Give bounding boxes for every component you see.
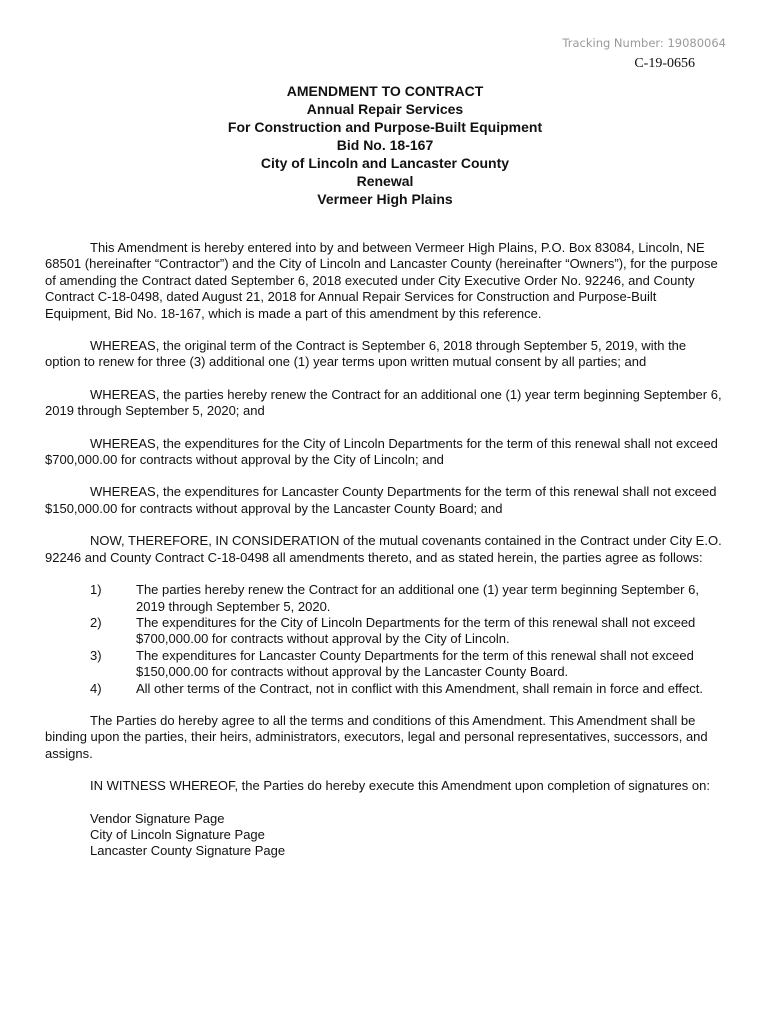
signature-page-city: City of Lincoln Signature Page (90, 826, 265, 842)
list-item (90, 648, 725, 681)
now-therefore-paragraph: NOW, THEREFORE, IN CONSIDERATION of the mutual covenants contained in the Contract under City E.O. 92246 and County Contract C-18-0498 all amendments thereto, and as stated herein, the parties agree as follows: (45, 533, 722, 565)
binding-paragraph: The Parties do hereby agree to all the terms and conditions of this Amendment. This Amendment shall be binding upon the parties, their heirs, administrators, executors, legal and personal representatives, successors, and assigns. (45, 712, 708, 761)
title-line-parties: City of Lincoln and Lancaster County (260, 155, 510, 171)
title-line-bid: Bid No. 18-167 (336, 137, 434, 153)
list-item (90, 582, 725, 615)
witness-paragraph: IN WITNESS WHEREOF, the Parties do hereby execute this Amendment upon completion of signatures on: (90, 778, 710, 794)
whereas-renew-paragraph: WHEREAS, the parties hereby renew the Contract for an additional one (1) year term beginning September 6, 2019 through September 5, 2020; and (45, 386, 722, 419)
signature-pages-list (90, 811, 725, 860)
tracking-number: Tracking Number: 19080064 (562, 36, 726, 50)
list-item-text: The expenditures for Lancaster County Departments for the term of this renewal shall not exceed $150,000.00 for contracts without approval by the Lancaster County Board. (136, 647, 694, 680)
list-item-number: 3) (90, 647, 102, 663)
title-line-renewal: Renewal (356, 173, 414, 189)
intro-paragraph: This Amendment is hereby entered into by and between Vermeer High Plains, P.O. Box 83084, Lincoln, NE 68501 (hereinafter “Contractor”) and the City of Lincoln and Lancaster County (hereinafter “Owners”), for the purpose of amending the Contract dated September 6, 2018 executed under City Executive Order No. 92246, and County Contract C-18-0498, dated August 21, 2018 for Annual Repair Services for Construction and Purpose-Built Equipment, Bid No. 18-167, which is made a part of this amendment by this reference. (45, 240, 718, 321)
list-item-number: 4) (90, 680, 102, 696)
signature-page-vendor: Vendor Signature Page (90, 810, 225, 826)
whereas-city-expenditure-paragraph: WHEREAS, the expenditures for the City of Lincoln Departments for the term of this renewal shall not exceed $700,000.00 for contracts without approval by the City of Lincoln; and (45, 435, 718, 468)
whereas-county-expenditure-paragraph: WHEREAS, the expenditures for Lancaster County Departments for the term of this renewal shall not exceed $150,000.00 for contracts without approval by the Lancaster County Board; and (45, 484, 717, 516)
list-item-number: 2) (90, 614, 102, 630)
list-item-text: The parties hereby renew the Contract for an additional one (1) year term beginning September 6, 2019 through September 5, 2020. (136, 582, 699, 614)
list-item-text: The expenditures for the City of Lincoln Departments for the term of this renewal shall not exceed $700,000.00 for contracts without approval by the City of Lincoln. (136, 614, 696, 647)
title-line-services: Annual Repair Services (306, 101, 464, 117)
list-item-text: All other terms of the Contract, not in conflict with this Amendment, shall remain in force and effect. (136, 680, 703, 696)
document-body (45, 240, 725, 860)
list-item-number: 1) (90, 582, 102, 598)
title-line-amendment: AMENDMENT TO CONTRACT (286, 83, 484, 99)
title-line-equipment: For Construction and Purpose-Built Equipment (227, 119, 543, 135)
document-title (0, 82, 770, 208)
document-number: C-19-0656 (634, 56, 695, 71)
whereas-term-paragraph: WHEREAS, the original term of the Contract is September 6, 2018 through September 5, 2019, with the option to renew for three (3) additional one (1) year terms upon written mutual consent by all parties; and (45, 338, 687, 370)
title-line-vendor: Vermeer High Plains (317, 191, 453, 207)
list-item (90, 615, 725, 648)
signature-page-county: Lancaster County Signature Page (90, 843, 286, 859)
list-item (90, 681, 725, 697)
terms-list (45, 582, 725, 697)
